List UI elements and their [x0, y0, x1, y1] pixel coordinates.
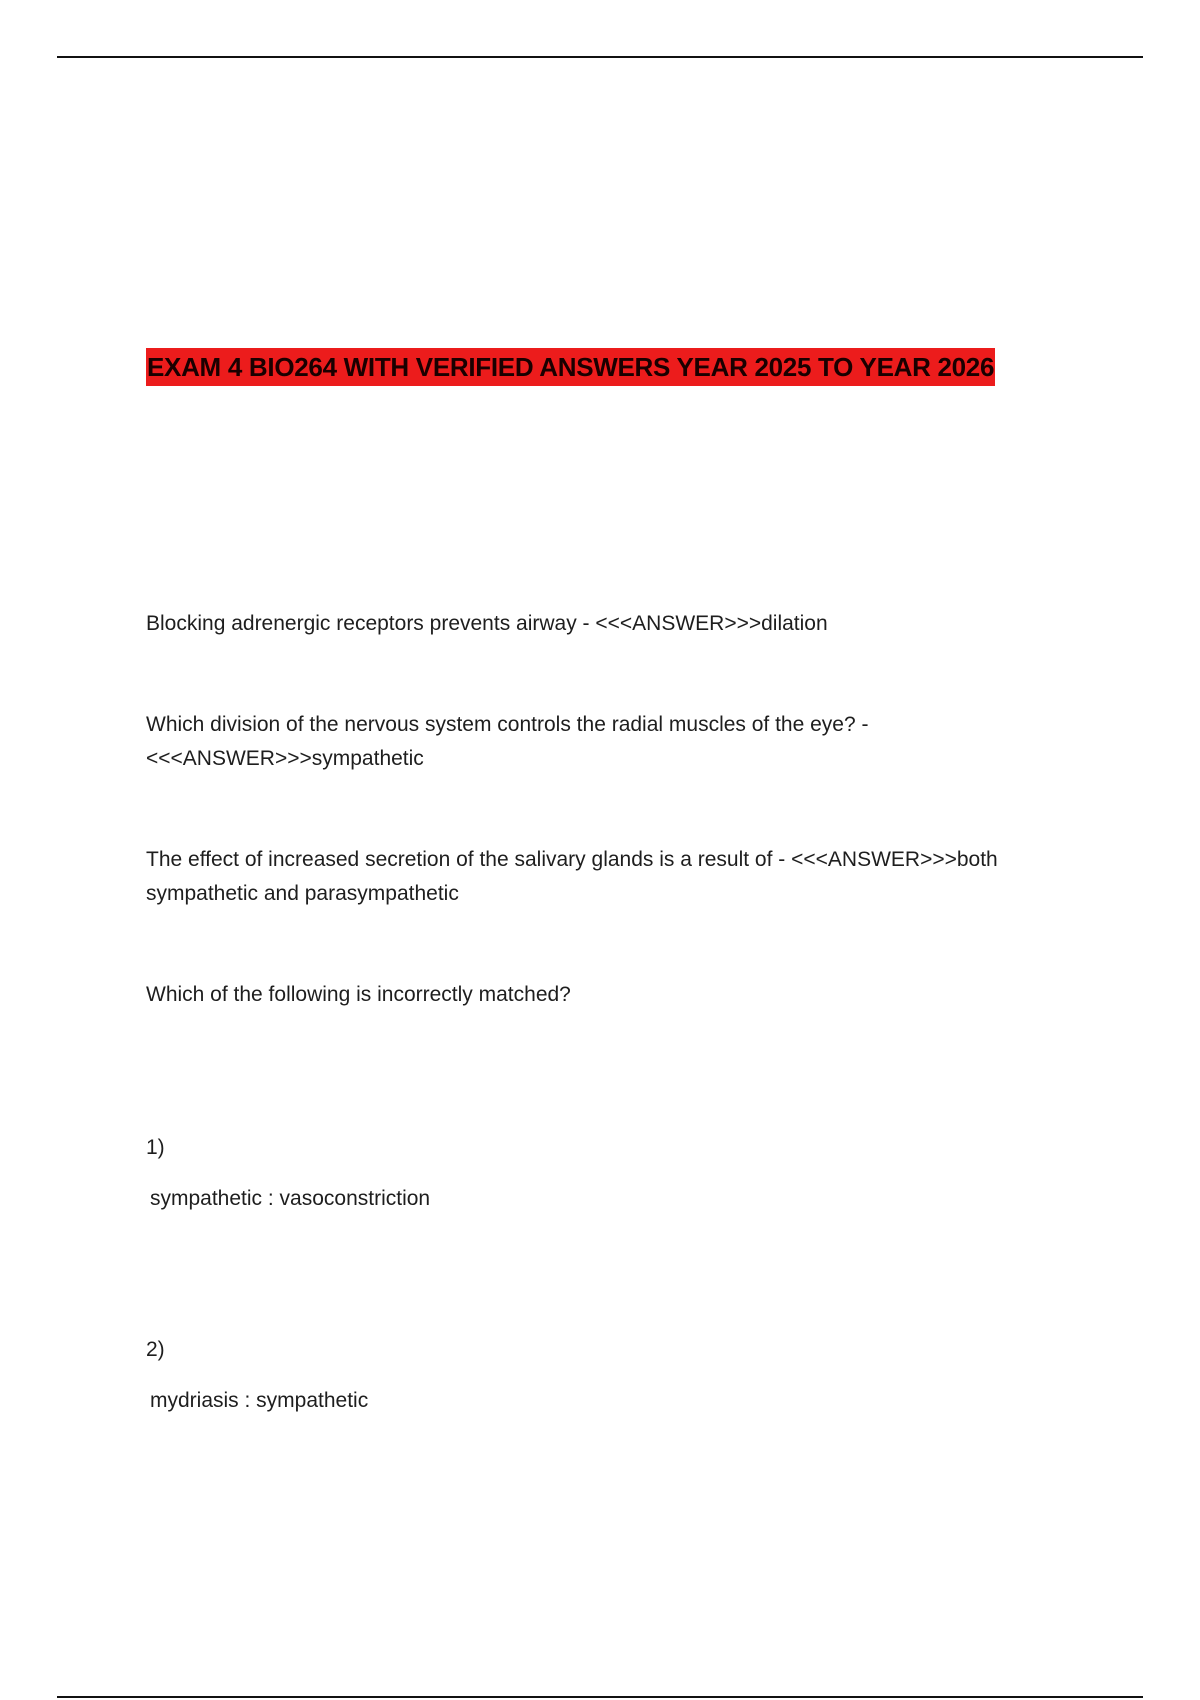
question-4 — [146, 978, 1046, 1012]
option-1-text: sympathetic : vasoconstriction — [150, 1187, 431, 1210]
option-2-number: 2) — [146, 1338, 165, 1361]
document-title: EXAM 4 BIO264 WITH VERIFIED ANSWERS YEAR 2025 TO YEAR 2026 — [146, 348, 995, 386]
question-3-text: The effect of increased secretion of the salivary glands is a result of - <<<ANSWER>>>both — [146, 848, 998, 871]
option-1-number: 1) — [146, 1136, 165, 1159]
question-2-answer: <<<ANSWER>>>sympathetic — [146, 747, 424, 770]
question-4-text: Which of the following is incorrectly matched? — [146, 983, 571, 1006]
question-2 — [146, 708, 1046, 776]
question-3-answer: sympathetic and parasympathetic — [146, 882, 459, 905]
title-block — [146, 348, 995, 386]
question-1-text: Blocking adrenergic receptors prevents airway - <<<ANSWER>>>dilation — [146, 612, 828, 635]
header-rule — [57, 56, 1143, 58]
question-3 — [146, 843, 1046, 911]
question-1 — [146, 607, 1046, 641]
option-2-text: mydriasis : sympathetic — [150, 1389, 369, 1412]
question-2-text: Which division of the nervous system controls the radial muscles of the eye? - — [146, 713, 869, 736]
footer-rule — [57, 1696, 1143, 1698]
